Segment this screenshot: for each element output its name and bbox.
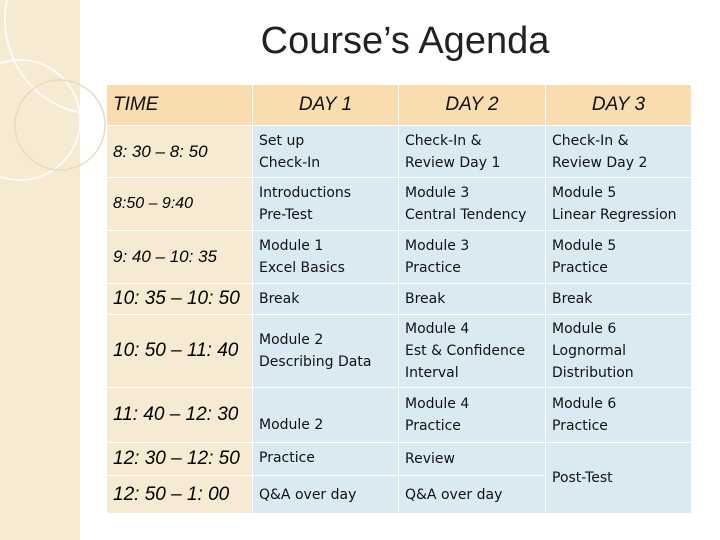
day1-cell: Set up Check-In — [253, 126, 399, 178]
time-cell: 11: 40 – 12: 30 — [107, 388, 253, 443]
day3-cell: Check-In & Review Day 2 — [546, 126, 692, 178]
time-cell: 10: 50 – 11: 40 — [107, 315, 253, 388]
header-time: TIME — [107, 85, 253, 126]
day3-cell: Post-Test — [546, 443, 692, 514]
table-row — [107, 315, 692, 388]
time-cell: 8:50 – 9:40 — [107, 178, 253, 231]
header-day-1: DAY 1 — [253, 85, 399, 126]
table-row — [107, 443, 692, 476]
day2-cell: Break — [399, 284, 546, 315]
time-cell: 12: 50 – 1: 00 — [107, 476, 253, 514]
day1-cell: Module 2 Describing Data — [253, 315, 399, 388]
time-cell: 9: 40 – 10: 35 — [107, 231, 253, 284]
day3-cell: Module 5 Linear Regression — [546, 178, 692, 231]
day2-cell: Q&A over day — [399, 476, 546, 514]
day2-cell: Module 4 Est & Confidence Interval — [399, 315, 546, 388]
table-row — [107, 231, 692, 284]
day2-cell: Module 4 Practice — [399, 388, 546, 443]
slide-title: Course’s Agenda — [260, 20, 550, 62]
agenda-table — [106, 84, 692, 514]
day3-cell: Break — [546, 284, 692, 315]
day3-cell: Module 5 Practice — [546, 231, 692, 284]
day1-cell: Module 1 Excel Basics — [253, 231, 399, 284]
day2-cell: Module 3 Practice — [399, 231, 546, 284]
table-row — [107, 126, 692, 178]
day1-cell: Module 2 — [253, 388, 399, 443]
day1-cell: Introductions Pre-Test — [253, 178, 399, 231]
table-row — [107, 284, 692, 315]
table-row — [107, 388, 692, 443]
day1-cell: Break — [253, 284, 399, 315]
time-cell: 8: 30 – 8: 50 — [107, 126, 253, 178]
time-cell: 10: 35 – 10: 50 — [107, 284, 253, 315]
header-day-2: DAY 2 — [399, 85, 546, 126]
day2-cell: Review — [399, 443, 546, 476]
time-cell: 12: 30 – 12: 50 — [107, 443, 253, 476]
table-row — [107, 178, 692, 231]
header-row — [107, 85, 692, 126]
day2-cell: Check-In & Review Day 1 — [399, 126, 546, 178]
day2-cell: Module 3 Central Tendency — [399, 178, 546, 231]
day1-cell: Practice — [253, 443, 399, 476]
day3-cell: Module 6 Lognormal Distribution — [546, 315, 692, 388]
header-day-3: DAY 3 — [546, 85, 692, 126]
day1-cell: Q&A over day — [253, 476, 399, 514]
day3-cell: Module 6 Practice — [546, 388, 692, 443]
